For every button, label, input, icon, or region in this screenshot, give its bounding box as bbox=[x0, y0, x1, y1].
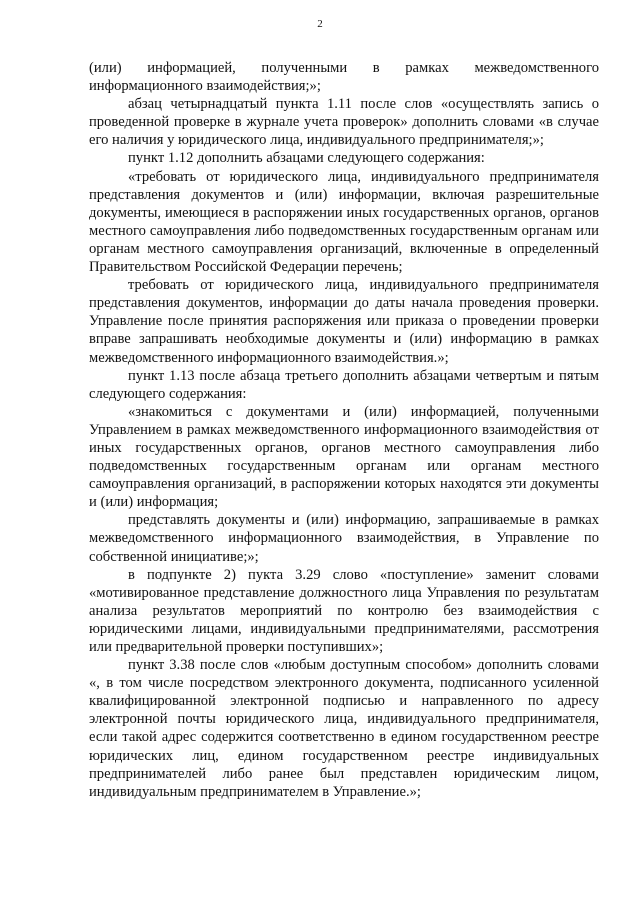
document-body bbox=[89, 59, 599, 801]
paragraph: в подпункте 2) пукта 3.29 слово «поступление» заменит словами «мотивированное представление должностного лица Управления по результатам анализа результатов мероприятий по контролю без взаимодействия с юридическими лицами, индивидуальными предпринимателями, рассмотрения или предварительной проверки поступивших»; bbox=[89, 566, 599, 655]
paragraph: пункт 3.38 после слов «любым доступным способом» дополнить словами «, в том числе посредством электронного документа, подписанного усиленной квалифицированной электронной подписью и направленного по адресу электронной почты юридического лица, индивидуального предпринимателя, если такой адрес содержится соответственно в едином государственном реестре юридических лиц, едином государственном реестре индивидуальных предпринимателей либо ранее был представлен юридическим лицом, индивидуальным предпринимателем в Управление.»; bbox=[89, 657, 599, 800]
paragraph: требовать от юридического лица, индивидуального предпринимателя представления документов, информации до даты начала проведения проверки. Управление после принятия распоряжения или приказа о проведении проверки вправе запрашивать необходимые документы и (или) информацию в рамках межведомственного информационного взаимодействия.»; bbox=[89, 277, 599, 366]
page-number: 2 bbox=[317, 18, 323, 30]
paragraph: пункт 1.13 после абзаца третьего дополнить абзацами четвертым и пятым следующего содержания: bbox=[89, 367, 599, 402]
paragraph: «требовать от юридического лица, индивидуального предпринимателя представления документов и (или) информации, включая разрешительные документы, имеющиеся в распоряжении иных государственных органов, органов местного самоуправления либо подведомственных государственным органам или органам местного самоуправления организаций, включенные в определенный Правительством Российской Федерации перечень; bbox=[89, 168, 599, 276]
paragraph: абзац четырнадцатый пункта 1.11 после слов «осуществлять запись о проведенной проверке в журнале учета проверок» дополнить словами «в случае его наличия у юридического лица, индивидуального предпринимателя;»; bbox=[89, 96, 599, 149]
paragraph: представлять документы и (или) информацию, запрашиваемые в рамках межведомственного информационного взаимодействия, в Управление по собственной инициативе;»; bbox=[89, 512, 599, 565]
paragraph: пункт 1.12 дополнить абзацами следующего содержания: bbox=[128, 150, 485, 167]
paragraph: (или) информацией, полученными в рамках межведомственного информационного взаимодействия;»; bbox=[89, 60, 599, 95]
paragraph: «знакомиться с документами и (или) информацией, полученными Управлением в рамках межведомственного информационного взаимодействия от иных государственных органов, органов местного самоуправления либо подведомственных государственным органам или органам местного самоуправления организаций, в распоряжении которых находятся эти документы и (или) информация; bbox=[89, 403, 599, 511]
